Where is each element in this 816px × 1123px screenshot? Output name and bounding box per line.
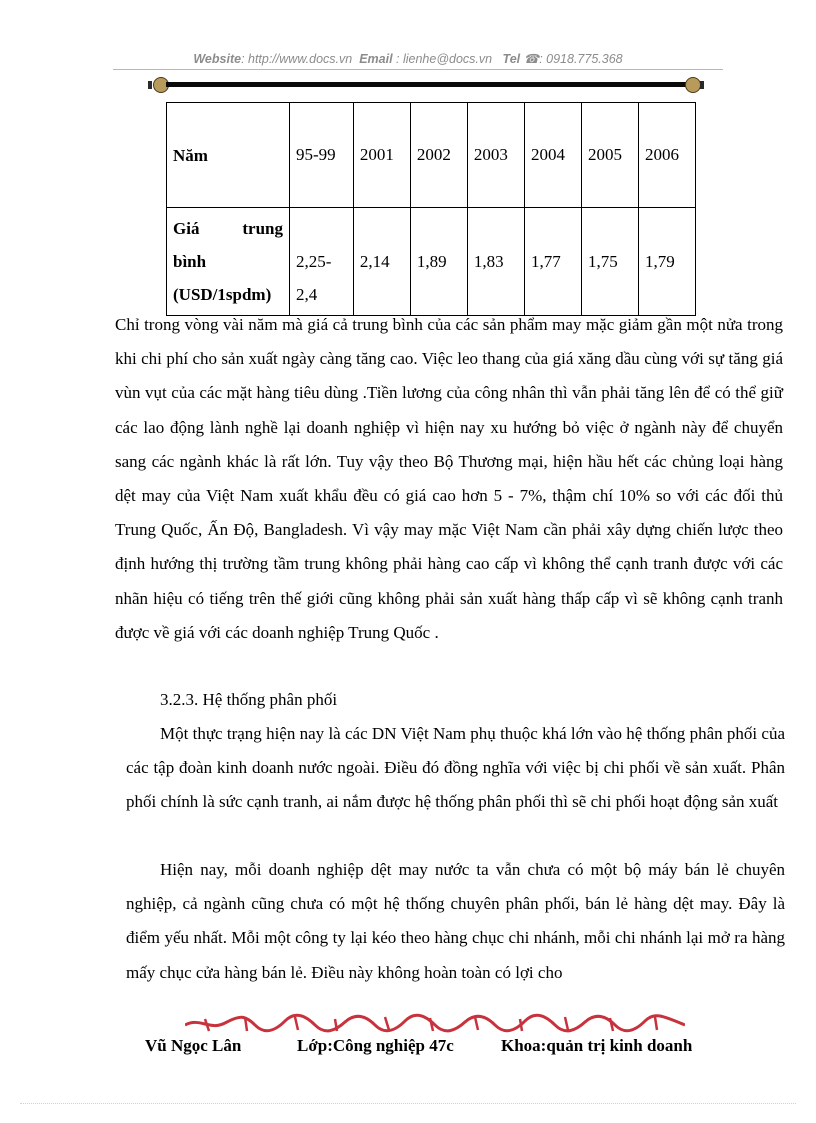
phone-icon: ☎ xyxy=(523,52,540,66)
divider-knob-right xyxy=(685,77,701,93)
website-value[interactable]: : http://www.docs.vn xyxy=(241,52,353,66)
price-label-word: Giá xyxy=(173,219,200,238)
header-rule xyxy=(113,69,723,70)
price-cell-line: 2,25- xyxy=(296,252,332,271)
footer-faculty: Khoa:quản trị kinh doanh xyxy=(501,1036,693,1055)
tel-label: Tel xyxy=(502,52,521,66)
year-cell: 2005 xyxy=(581,103,638,208)
price-cell: 1,79 xyxy=(638,208,695,316)
divider-post-right xyxy=(700,81,704,89)
price-label-word: trung xyxy=(242,219,283,238)
year-label: Năm xyxy=(167,103,290,208)
website-label: Website xyxy=(193,52,242,66)
divider-post-left xyxy=(148,81,152,89)
paragraph-price-trend: Chỉ trong vòng vài năm mà giá cả trung bình của các sản phẩm may mặc giảm gần một nửa trong khi chi phí cho sản xuất ngày càng tăng cao. Việc leo thang của giá xăng dầu cùng với sự tăng giá vùn vụt của các mặt hàng tiêu dùng .Tiền lương của công nhân thì vẫn phải tăng lên để có thể giữ các lao động lành nghề lại doanh nghiệp vì hiện nay xu hướng bỏ việc ở ngành này để chuyển sang các ngành khác là rất lớn. Tuy vậy theo Bộ Thương mại, hiện hầu hết các chủng loại hàng dệt may của Việt Nam xuất khẩu đều có giá cao hơn 5 - 7%, thậm chí 10% so với các đối thủ Trung Quốc, Ấn Độ, Bangladesh. Vì vậy may mặc Việt Nam cần phải xây dựng chiến lược theo định hướng thị trường tầm trung không phải hàng cao cấp vì không thể cạnh tranh được với các nhãn hiệu có tiếng trên thế giới cũng không phải sản xuất hàng thấp cấp vì sẽ không cạnh tranh được về giá với các doanh nghiệp Trung Quốc . xyxy=(115,315,783,642)
table-row-prices xyxy=(167,208,696,316)
section-heading: 3.2.3. Hệ thống phân phối xyxy=(160,690,338,709)
price-cell: 1,77 xyxy=(524,208,581,316)
price-cell: 1,89 xyxy=(410,208,467,316)
price-label xyxy=(167,208,290,316)
year-cell: 2004 xyxy=(524,103,581,208)
price-cell-line: 2,4 xyxy=(296,285,318,304)
year-cell: 2006 xyxy=(638,103,695,208)
price-label-line: bình xyxy=(173,252,207,271)
price-cell: 1,83 xyxy=(467,208,524,316)
email-value[interactable]: : lienhe@docs.vn xyxy=(396,52,493,66)
decorative-divider-bar xyxy=(166,82,686,87)
tel-value: : 0918.775.368 xyxy=(539,52,623,66)
price-cell: 2,14 xyxy=(353,208,410,316)
price-label-unit: (USD/1spdm) xyxy=(173,285,272,304)
year-cell: 95-99 xyxy=(290,103,354,208)
footer-author: Vũ Ngọc Lân xyxy=(145,1036,242,1055)
footer-class: Lớp:Công nghiệp 47c xyxy=(297,1036,454,1055)
price-cell xyxy=(290,208,354,316)
page-bottom-rule xyxy=(20,1103,796,1104)
price-cell: 1,75 xyxy=(581,208,638,316)
page-header xyxy=(0,51,816,66)
paragraph-distribution: Một thực trạng hiện nay là các DN Việt Nam phụ thuộc khá lớn vào hệ thống phân phối của các tập đoàn kinh doanh nước ngoài. Điều đó đồng nghĩa với việc bị chi phối về sản xuất. Phân phối chính là sức cạnh tranh, ai nắm được hệ thống phân phối thì sẽ chi phối hoạt động sản xuất xyxy=(126,724,785,812)
year-cell: 2002 xyxy=(410,103,467,208)
price-table xyxy=(166,102,696,316)
email-label: Email xyxy=(359,52,393,66)
year-cell: 2003 xyxy=(467,103,524,208)
paragraph-retail: Hiện nay, mỗi doanh nghiệp dệt may nước ta vẫn chưa có một bộ máy bán lẻ chuyên nghiệp, cả ngành cũng chưa có một hệ thống chuyên phân phối, bán lẻ hàng dệt may. Đây là điểm yếu nhất. Mỗi một công ty lại kéo theo hàng chục chi nhánh, mỗi chi nhánh lại mở ra hàng mấy chục cửa hàng bán lẻ. Điều này không hoàn toàn có lợi cho xyxy=(126,860,785,982)
year-cell: 2001 xyxy=(353,103,410,208)
table-row-years xyxy=(167,103,696,208)
footer-ornament xyxy=(185,1013,685,1033)
